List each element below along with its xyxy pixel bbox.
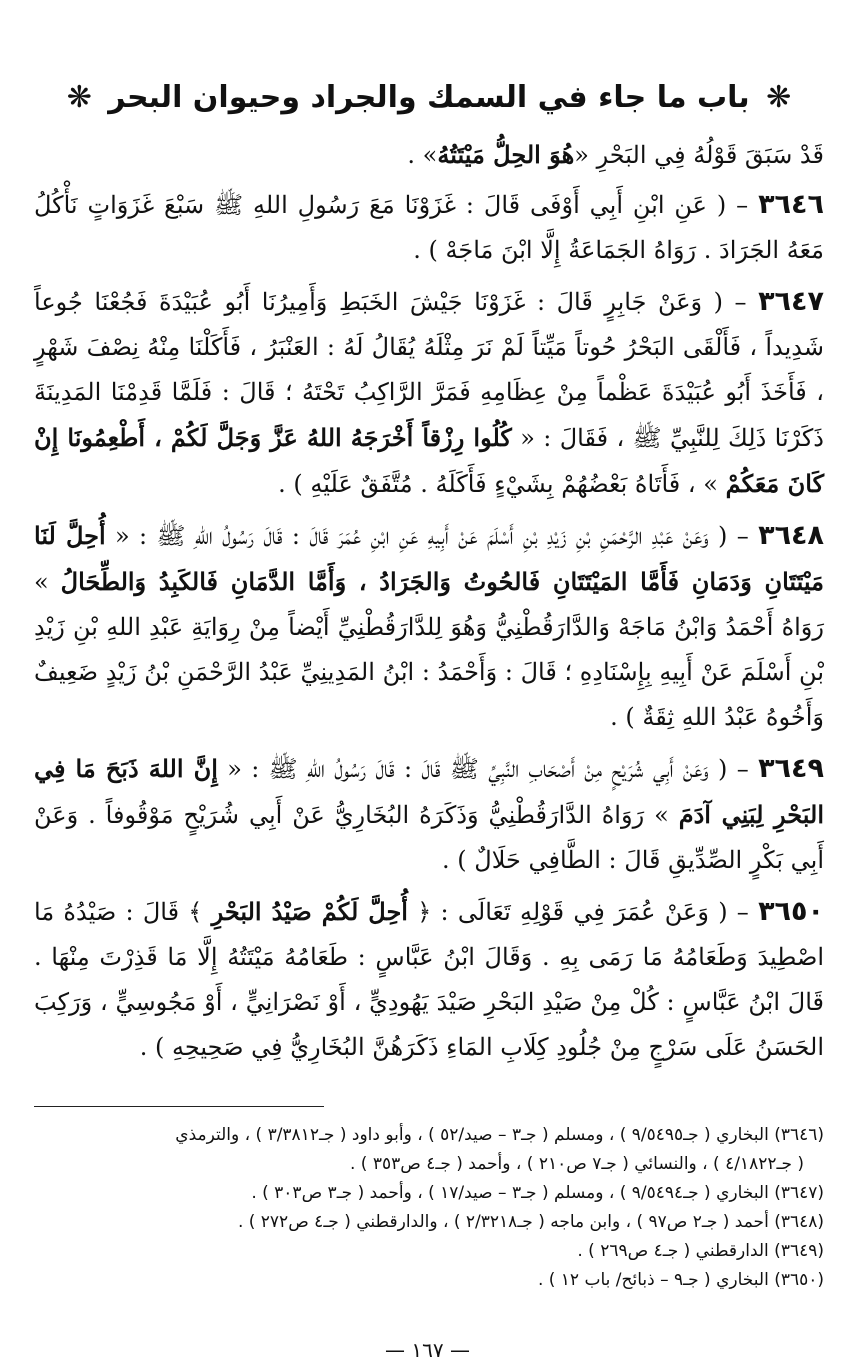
footnote-list	[34, 1121, 824, 1295]
hadith-paragraph	[34, 279, 824, 507]
hadith-text: » رَوَاهُ أَحْمَدُ وَابْنُ مَاجَهْ وَالدَّارَقُطْنِيُّ وَهُوَ لِلدَّارَقُطْنِيِّ أَيْضاً مِنْ رِوَايَةِ عَبْدِ اللهِ بْنِ زَيْدِ بْنِ أَسْلَمَ عَنْ أَبِيهِ بِإِسْنَادِهِ ؛ قَالَ : وَأَحْمَدُ : ابْنُ المَدِينِيِّ عَبْدُ الرَّحْمَنِ بْنُ زَيْدٍ ضَعِيفٌ وَأَخُوهُ عَبْدُ اللهِ ثِقَةٌ ) .	[34, 568, 824, 731]
hadith-number: ٣٦٤٦	[758, 189, 824, 220]
hadith-text: » رَوَاهُ الدَّارَقُطْنِيُّ وَذَكَرَهُ البُخَارِيُّ عَنْ أَبِي شُرَيْحٍ مَوْقُوفاً . وَعَنْ أَبِي بَكْرٍ الصِّدِّيقِ قَالَ : الطَّافِي حَلَالٌ ) .	[34, 801, 824, 874]
footnote-line: ( جـ٤/١٨٢٢ ) ، والنسائي ( جـ٧ ص٢١٠ ) ، وأحمد ( جـ٤ ص٣٥٣ ) .	[350, 1154, 804, 1174]
hadith-list	[34, 182, 824, 1070]
footnote-divider	[34, 1106, 324, 1107]
hadith-text: – ( وَعَنْ عَبْدِ الرَّحْمَنِ بْنِ زَيْدِ بْنِ أَسْلَمَ عَنْ أَبِيهِ عَنِ ابْنِ عُمَرَ قَالَ : قَالَ رَسُولُ اللهِ ﷺ : «	[105, 522, 759, 550]
intro-bold: هُوَ الحِلُّ مَيْتَتُهُ	[437, 140, 575, 169]
hadith-quote-bold: كُلُوا رِزْقاً أَخْرَجَهُ اللهُ عَزَّ وَجَلَّ لَكُمْ ، أَطْعِمُونَا إِنْ كَانَ مَعَكُمْ	[34, 423, 824, 498]
chapter-title	[34, 70, 824, 126]
page-number: — ١٦٧ —	[385, 1338, 470, 1362]
footnote-line: (٣٦٤٧) البخاري ( جـ٩/٥٤٩٤ ) ، ومسلم ( جـ٣ – صيد/١٧ ) ، وأحمد ( جـ٣ ص٣٠٣ ) .	[251, 1183, 824, 1203]
ornament-star-icon: ❋	[766, 80, 792, 115]
hadith-text: – ( وَعَنْ أَبِي شُرَيْحٍ مِنْ أَصْحَابِ النَّبِيِّ ﷺ قَالَ : قَالَ رَسُولُ اللهِ ﷺ : «	[217, 755, 759, 783]
intro-paragraph	[34, 132, 824, 178]
hadith-text: ﴾ قَالَ : صَيْدُهُ مَا اصْطِيدَ وَطَعَامُهُ مَا رَمَى بِهِ . وَقَالَ ابْنُ عَبَّاسٍ : طَعَامُهُ مَيْتَتُهُ إِلَّا مَا قَذِرْتَ مِنْهَا . قَالَ ابْنُ عَبَّاسٍ : كُلْ مِنْ صَيْدِ البَحْرِ صَيْدَ يَهُودِيٍّ ، أَوْ نَصْرَانِيٍّ ، أَوْ مَجُوسِيٍّ ، وَرَكِبَ الحَسَنُ عَلَى سَرْجٍ مِنْ جُلُودِ كِلَابِ المَاءِ ذَكَرَهُنَّ البُخَارِيُّ فِي صَحِيحِهِ ) .	[34, 898, 824, 1061]
footnote-line: (٣٦٥٠) البخاري ( جـ٩ – ذبائح/ باب ١٢ ) .	[537, 1270, 824, 1290]
hadith-number: ٣٦٤٨	[758, 520, 825, 551]
ornament-star-icon: ❋	[66, 80, 92, 115]
hadith-text: » ، فَأَتَاهُ بَعْضُهُمْ بِشَيْءٍ فَأَكَلَهُ . مُتَّفَقٌ عَلَيْهِ ) .	[278, 470, 726, 498]
hadith-quote-bold: أُحِلَّ لَنَا مَيْتَتَانِ وَدَمَانِ فَأَمَّا المَيْتَتَانِ فَالحُوتُ وَالجَرَادُ ، وَأَمَّا الدَّمَانِ فَالكَبِدُ وَالطِّحَالُ	[34, 521, 825, 596]
hadith-paragraph	[34, 889, 824, 1070]
hadith-text: – ( وَعَنْ جَابِرٍ قَالَ : غَزَوْنَا جَيْشَ الخَبَطِ وَأَمِيرُنَا أَبُو عُبَيْدَةَ فَجُعْنَا جُوعاً شَدِيداً ، فَأَلْقَى البَحْرُ حُوتاً مَيِّتاً لَمْ نَرَ مِثْلَهُ يُقَالُ لَهُ : العَنْبَرُ ، فَأَكَلْنَا مِنْهُ نِصْفَ شَهْرٍ ، فَأَخَذَ أَبُو عُبَيْدَةَ عَظْماً مِنْ عِظَامِهِ فَمَرَّ الرَّاكِبُ تَحْتَهُ ؛ قَالَ : فَلَمَّا قَدِمْنَا المَدِينَةَ ذَكَرْنَا ذَلِكَ لِلنَّبِيِّ ﷺ ، فَقَالَ : «	[34, 288, 824, 452]
chapter-title-text: باب ما جاء في السمك والجراد وحيوان البحر	[108, 80, 750, 115]
book-page	[34, 70, 824, 1295]
footnote-line: (٣٦٤٩) الدارقطني ( جـ٤ ص٢٦٩ ) .	[577, 1241, 824, 1261]
hadith-quote-bold: أُحِلَّ لَكُمْ صَيْدُ البَحْرِ	[211, 897, 408, 926]
hadith-number: ٣٦٥٠	[758, 896, 824, 927]
footnote-line: (٣٦٤٦) البخاري ( جـ٩/٥٤٩٥ ) ، ومسلم ( جـ٣ – صيد/٥٢ ) ، وأبو داود ( جـ٣/٣٨١٢ ) ، والترمذي	[175, 1125, 824, 1145]
intro-tail: » .	[407, 141, 438, 169]
hadith-number: ٣٦٤٧	[758, 286, 824, 317]
intro-lead: قَدْ سَبَقَ قَوْلُهُ فِي البَحْرِ «	[574, 141, 824, 169]
hadith-paragraph	[34, 182, 824, 273]
hadith-text: – ( وَعَنْ عُمَرَ فِي قَوْلِهِ تَعَالَى : ﴿	[407, 898, 759, 926]
hadith-number: ٣٦٤٩	[758, 753, 824, 784]
hadith-quote-bold: إِنَّ اللهَ ذَبَحَ مَا فِي البَحْرِ لِبَنِي آدَمَ	[34, 754, 824, 829]
hadith-text: – ( عَنِ ابْنِ أَبِي أَوْفَى قَالَ : غَزَوْنَا مَعَ رَسُولِ اللهِ ﷺ سَبْعَ غَزَوَاتٍ نَأْكُلُ مَعَهُ الجَرَادَ . رَوَاهُ الجَمَاعَةُ إِلَّا ابْنَ مَاجَهْ ) .	[34, 191, 824, 264]
footnote-line: (٣٦٤٨) أحمد ( جـ٢ ص٩٧ ) ، وابن ماجه ( جـ٢/٣٢١٨ ) ، والدارقطني ( جـ٤ ص٢٧٢ ) .	[237, 1212, 824, 1232]
hadith-paragraph	[34, 746, 824, 883]
hadith-paragraph	[34, 513, 824, 740]
